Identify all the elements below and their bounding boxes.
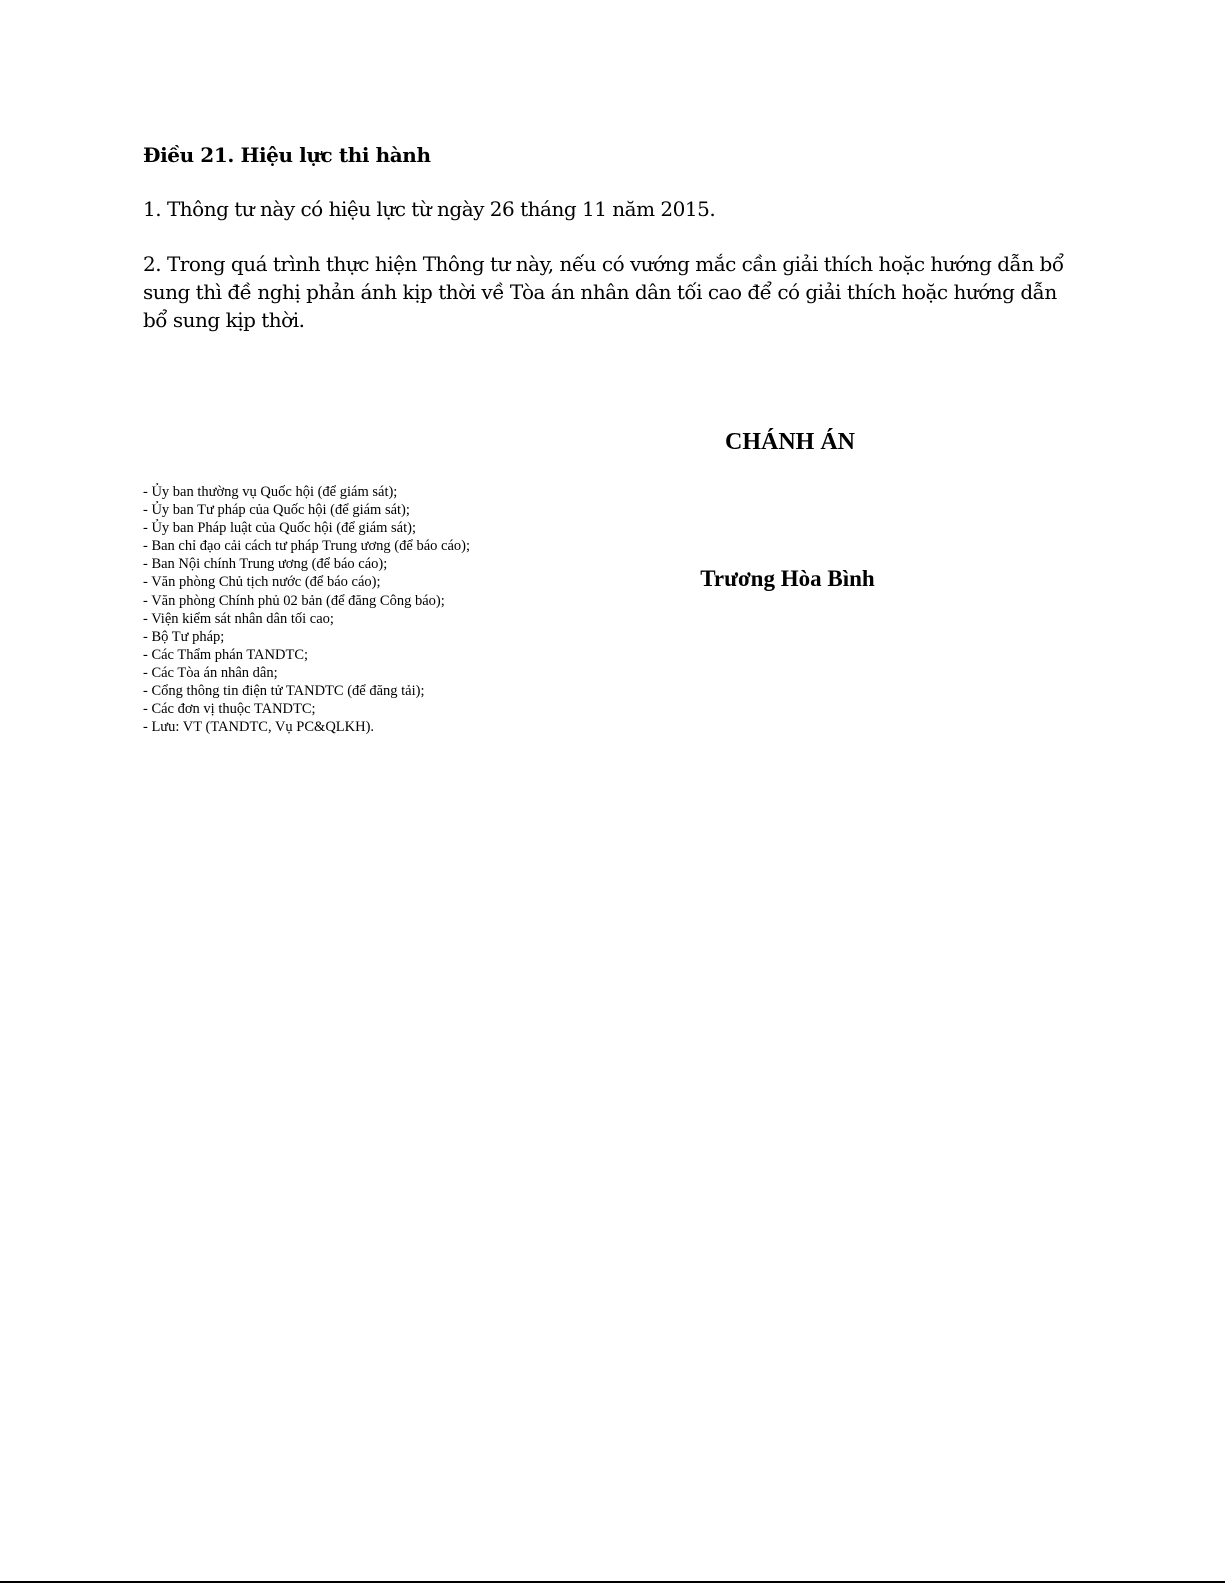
recipient-item: - Bộ Tư pháp; — [143, 628, 225, 645]
recipient-item: - Các Tòa án nhân dân; — [143, 664, 278, 681]
recipient-item: - Ủy ban Pháp luật của Quốc hội (để giám sát); — [143, 520, 417, 537]
recipient-item: - Viện kiểm sát nhân dân tối cao; — [143, 610, 334, 627]
paragraph-1: 1. Thông tư này có hiệu lực từ ngày 26 tháng 11 năm 2015. — [143, 197, 716, 221]
recipient-item: - Các Thẩm phán TANDTC; — [143, 646, 309, 663]
paragraph-2: 2. Trong quá trình thực hiện Thông tư này, nếu có vướng mắc cần giải thích hoặc hướng dẫn bổ sung thì đề nghị phản ánh kịp thời về Tòa án nhân dân tối cao để có giải thích hoặc hướng dẫn bổ sung kịp thời. — [143, 252, 1064, 332]
page-bottom-border — [0, 1581, 1225, 1583]
signer-name: Trương Hòa Bình — [700, 566, 875, 591]
recipient-item: - Lưu: VT (TANDTC, Vụ PC&QLKH). — [143, 719, 375, 736]
signer-title: CHÁNH ÁN — [725, 429, 855, 455]
article-heading: Điều 21. Hiệu lực thi hành — [143, 143, 431, 167]
recipient-item: - Văn phòng Chủ tịch nước (để báo cáo); — [143, 574, 381, 591]
recipient-item: - Các đơn vị thuộc TANDTC; — [143, 701, 316, 718]
recipient-item: - Ủy ban thường vụ Quốc hội (để giám sát); — [143, 484, 398, 500]
recipient-item: - Ủy ban Tư pháp của Quốc hội (để giám sát); — [143, 502, 410, 519]
recipient-item: - Ban Nội chính Trung ương (để báo cáo); — [143, 556, 388, 573]
recipient-item: - Cổng thông tin điện tử TANDTC (để đăng tải); — [143, 683, 425, 700]
recipient-item: - Ban chỉ đạo cải cách tư pháp Trung ương (để báo cáo); — [143, 538, 470, 555]
recipient-item: - Văn phòng Chính phủ 02 bản (để đăng Công báo); — [143, 592, 445, 609]
recipients-list — [143, 483, 470, 736]
